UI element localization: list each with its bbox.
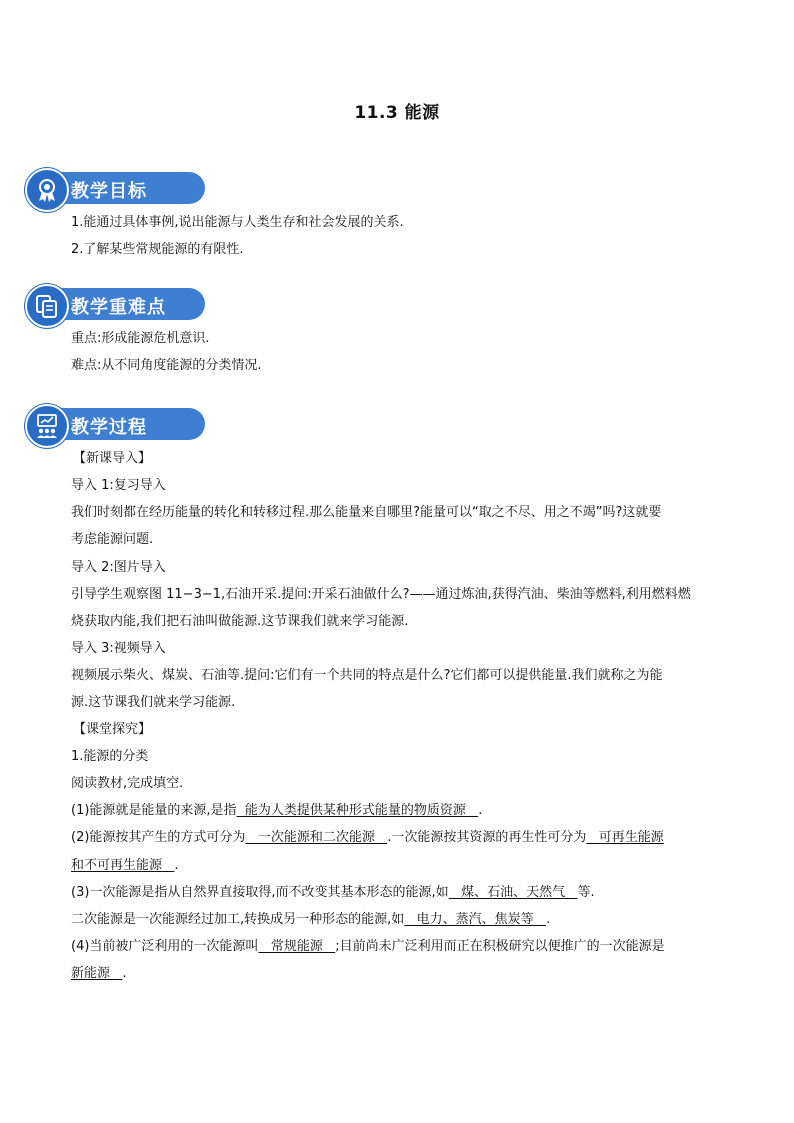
answer-1: 能为人类提供某种形式能量的物质资源 bbox=[236, 803, 479, 818]
question-3: (3)一次能源是指从自然界直接取得,而不改变其基本形态的能源,如 煤、石油、天然气 等. bbox=[71, 885, 595, 900]
objective-2: 2.了解某些常规能源的有限性. bbox=[71, 242, 244, 257]
key-point: 重点:形成能源危机意识. bbox=[71, 331, 210, 346]
answer-2b-part-2: 和不可再生能源 bbox=[71, 858, 175, 873]
intro-3-title: 导入 3:视频导入 bbox=[71, 641, 166, 656]
answer-2a: 一次能源和二次能源 bbox=[245, 830, 388, 845]
page-title: 11.3 能源 bbox=[354, 103, 440, 123]
answer-4b: 新能源 bbox=[71, 966, 123, 981]
documents-icon bbox=[33, 292, 61, 320]
intro-2-title: 导入 2:图片导入 bbox=[71, 560, 166, 575]
section-title-objectives: 教学目标 bbox=[71, 181, 147, 202]
section-banner-process bbox=[25, 404, 185, 444]
intro-1-text-line-1: 我们时刻都在经历能量的转化和转移过程.那么能量来自哪里?能量可以“取之不尽、用之不竭”吗?这就要 bbox=[71, 505, 662, 520]
question-2-line-2: 和不可再生能源 . bbox=[71, 858, 179, 873]
intro-3-text-line-2: 源.这节课我们就来学习能源. bbox=[71, 695, 236, 710]
intro-2-text-line-2: 烧获取内能,我们把石油叫做能源.这节课我们就来学习能源. bbox=[71, 614, 409, 629]
section-title-process: 教学过程 bbox=[71, 417, 147, 438]
question-1: (1)能源就是能量的来源,是指 能为人类提供某种形式能量的物质资源 . bbox=[71, 803, 483, 818]
subsection-1-title: 1.能源的分类 bbox=[71, 749, 149, 764]
question-4-line-1: (4)当前被广泛利用的一次能源叫 常规能源 ;目前尚未广泛利用而正在积极研究以便推广的一次能源是 bbox=[71, 939, 665, 954]
intro-2-text-line-1: 引导学生观察图 11−3−1,石油开采.提问:开采石油做什么?——通过炼油,获得汽油、柴油等燃料,利用燃料燃 bbox=[71, 587, 691, 602]
presentation-chart-icon bbox=[33, 412, 61, 440]
answer-4a: 常规能源 bbox=[258, 939, 336, 954]
question-2-line-1: (2)能源按其产生的方式可分为 一次能源和二次能源 .一次能源按其资源的再生性可分为 可再生能源 bbox=[71, 830, 664, 845]
reading-instruction: 阅读教材,完成填空. bbox=[71, 776, 184, 791]
answer-3: 煤、石油、天然气 bbox=[448, 885, 578, 900]
section-banner-objectives bbox=[25, 168, 185, 208]
objective-1: 1.能通过具体事例,说出能源与人类生存和社会发展的关系. bbox=[71, 215, 404, 230]
new-lesson-heading: 【新课导入】 bbox=[73, 451, 152, 466]
section-title-key-points: 教学重难点 bbox=[71, 297, 166, 318]
explore-heading: 【课堂探究】 bbox=[73, 722, 152, 737]
intro-3-text-line-1: 视频展示柴火、煤炭、石油等.提问:它们有一个共同的特点是什么?它们都可以提供能量.我们就称之为能 bbox=[71, 668, 663, 683]
answer-2b-part-1: 可再生能源 bbox=[586, 830, 664, 845]
difficult-point: 难点:从不同角度能源的分类情况. bbox=[71, 358, 262, 373]
question-3b: 二次能源是一次能源经过加工,转换成另一种形态的能源,如 电力、蒸汽、焦炭等 . bbox=[71, 912, 551, 927]
intro-1-title: 导入 1:复习导入 bbox=[71, 478, 166, 493]
section-banner-key-points bbox=[25, 284, 185, 324]
answer-3b: 电力、蒸汽、焦炭等 bbox=[404, 912, 547, 927]
question-4-line-2: 新能源 . bbox=[71, 966, 127, 981]
award-medal-icon bbox=[33, 176, 61, 204]
intro-1-text-line-2: 考虑能源问题. bbox=[71, 532, 154, 547]
